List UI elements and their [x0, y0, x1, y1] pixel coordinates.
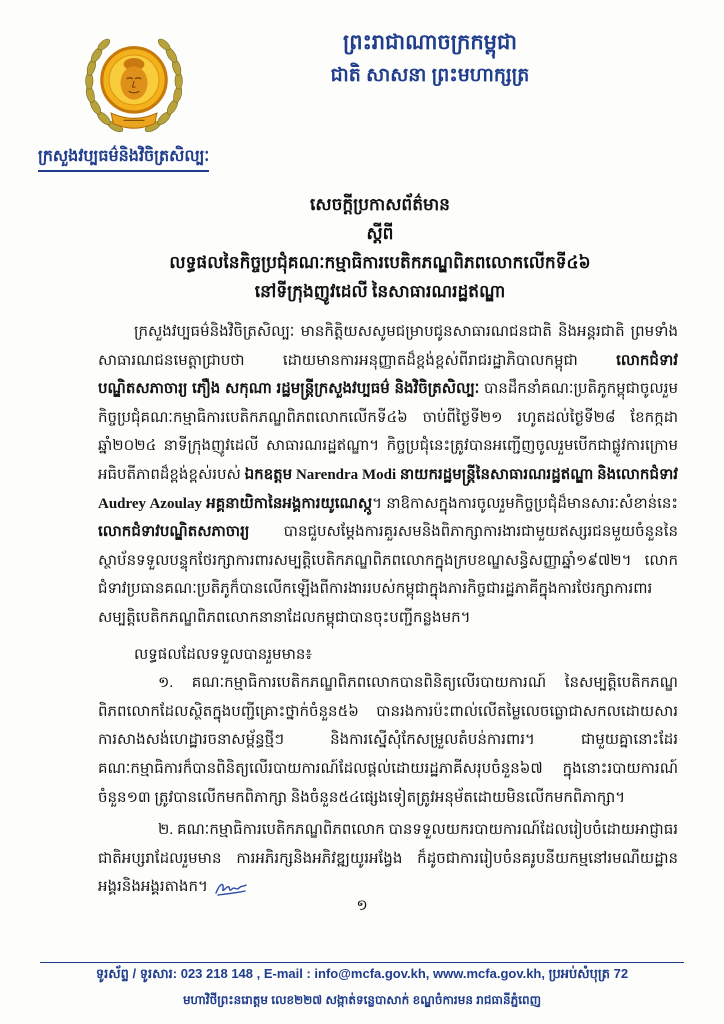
- document-body: [98, 318, 679, 896]
- intro-text: បានដឹកនាំគណៈប្រតិភូកម្ពុជាចូលរួមកិច្ចប្រជុំគណៈកម្មាធិការបេតិកភណ្ឌពិភពលោកលើកទី៤៦ ចាប់ពីថ្ងៃទី២១ រហូតដល់ថ្ងៃទី២៨ ខែកក្កដា ឆ្នាំ២០២៤ នាទីក្រុងញូវដេលី សាធារណរដ្ឋឥណ្ឌា។ កិច្ចប្រជុំនេះត្រូវបានអញ្ជើញចូលរួមបើកជាផ្លូវការក្រោមអធិបតីភាពដ៏ខ្ពង់ខ្ពស់របស់: [98, 381, 678, 483]
- letterhead-kingdom: [250, 26, 610, 92]
- list-item-text: គណៈកម្មាធិការបេតិកភណ្ឌពិភពលោកបានពិនិត្យលើរបាយការណ៍ នៃសម្បត្តិបេតិកភណ្ឌពិភពលោកដែលស្ថិតក្នុងបញ្ជីគ្រោះថ្នាក់ចំនួន៥៦ បានរងការប៉ះពាល់លើតម្លៃលេចធ្លោជាសកលដោយសារការសាងសង់ហេដ្ឋារចនាសម្ព័ន្ធថ្មីៗ និងការស្នើសុំកែសម្រួលតំបន់ការពារ។ ជាមួយគ្នានោះដែរ គណៈកម្មាធិការក៏បានពិនិត្យលើរបាយការណ៍ដែលផ្តល់ដោយរដ្ឋភាគីសរុបចំនួន៦៧ ក្នុងនោះរបាយការណ៍ចំនួន១៣ ត្រូវបានលើកមកពិភាក្សា និងចំនួន៥៤ផ្សេងទៀតត្រូវអនុម័តដោយមិនលើកមកពិភាក្សា។: [98, 675, 678, 806]
- results-heading: លទ្ធផលដែលទទួលបានរួមមាន៖: [134, 646, 312, 663]
- list-item-text: គណៈកម្មាធិការបេតិកភណ្ឌពិភពលោក បានទទួលយករបាយការណ៍ដែលរៀបចំដោយអាជ្ញាធរជាតិអប្សរាដែលរួមមាន ការអភិរក្សនិងអភិវឌ្ឍយូរអង្វែង ក៏ដូចជាការរៀបចំនគរូបនីយកម្មនៅរមណីយដ្ឋានអង្គរនិងអង្គរតាងក។: [98, 822, 678, 896]
- intro-text: បានជួបសម្តែងការគួរសមនិងពិភាក្សាការងារជាមួយឥស្សរជនមួយចំនួននៃស្ថាប័នទទួលបន្ទុកថែរក្សាការពារសម្បត្តិបេតិកភណ្ឌពិភពលោកក្នុងក្របខណ្ឌសន្ធិសញ្ញាឆ្នាំ១៩៧២។ លោកជំទាវប្រធានគណៈប្រតិភូក៏បានលើកឡើងពីការងាររបស់កម្ពុជាក្នុងភារកិច្ចជារដ្ឋភាគីក្នុងការថែរក្សាការពារសម្បត្តិបេតិកភណ្ឌពិភពលោកនានាដែលកម្ពុជាបានចុះបញ្ជីកន្លងមក។: [98, 524, 678, 626]
- intro-text: ។ នាឱកាសក្នុងការចូលរួមកិច្ចប្រជុំដ៏មានសារៈសំខាន់នេះ: [372, 495, 678, 512]
- national-motto: ជាតិ សាសនា ព្រះមហាក្សត្រ: [330, 65, 530, 86]
- kingdom-name: ព្រះរាជាណាចក្រកម្ពុជា: [342, 31, 517, 54]
- footer-contact: ទូរស័ព្ទ / ទូរសារ: 023 218 148 , E-mail : info@mcfa.gov.kh, www.mcfa.gov.kh, ប្រអប់សំបុត្រ 72: [95, 966, 629, 981]
- list-item-number: ១.: [158, 675, 174, 692]
- title-subject: លទ្ធផលនៃកិច្ចប្រជុំគណៈកម្មាធិការបេតិកភណ្ឌពិភពលោកលើកទី៤៦: [169, 253, 591, 272]
- emblem-ribbon: [111, 113, 157, 128]
- list-item-number: ២.: [158, 822, 174, 839]
- list-item: [98, 669, 678, 812]
- ministry-name: ក្រសួងវប្បធម៌និងវិចិត្រសិល្បៈ: [38, 145, 209, 172]
- list-item: [98, 816, 678, 902]
- footer-address: មហាវិថីព្រះនរោត្តម លេខ២២៧ សង្កាត់ទន្លេបាសាក់ ខណ្ឌចំការមន រាជធានីភ្នំពេញ: [182, 993, 542, 1007]
- title-press-release: សេចក្តីប្រកាសព័ត៌មាន: [310, 195, 450, 214]
- intro-paragraph: [98, 318, 678, 633]
- intro-text: ក្រសួងវប្បធម៌និងវិចិត្រសិល្បៈ មានកិត្តិយសសូមជម្រាបជូនសាធារណជនជាតិ និងអន្តរជាតិ ព្រមទាំងសាធារណជនមេត្តាជ្រាបថា ដោយមានការអនុញ្ញាតដ៏ខ្ពង់ខ្ពស់ពីរាជរដ្ឋាភិបាលកម្ពុជា: [98, 324, 678, 369]
- title-location: នៅទីក្រុងញូវដេលី នៃសាធារណរដ្ឋឥណ្ឌា: [254, 282, 506, 301]
- ministry-emblem: [82, 30, 186, 136]
- initial-signature: [214, 879, 248, 897]
- emblem-face: [120, 58, 147, 100]
- title-regarding: ស្តីពី: [366, 224, 394, 243]
- minister-title: លោកជំទាវបណ្ឌិតសភាចារ្យ: [98, 524, 250, 541]
- footer-divider: [40, 962, 684, 963]
- minister-name: លោកជំទាវបណ្ឌិតសភាចារ្យ ភឿង សកុណា រដ្ឋមន្ត្រីក្រសួងវប្បធម៌ និងវិចិត្រសិល្បៈ: [98, 352, 678, 398]
- dignitaries-names: ឯកឧត្តម Narendra Modi នាយករដ្ឋមន្ត្រីនៃសាធារណរដ្ឋឥណ្ឌា និងលោកជំទាវ Audrey Azoulay អគ្គនាយិកានៃអង្គការយូណេស្កូ: [98, 466, 679, 512]
- document-title: [62, 190, 698, 306]
- page-number: ១: [356, 898, 368, 914]
